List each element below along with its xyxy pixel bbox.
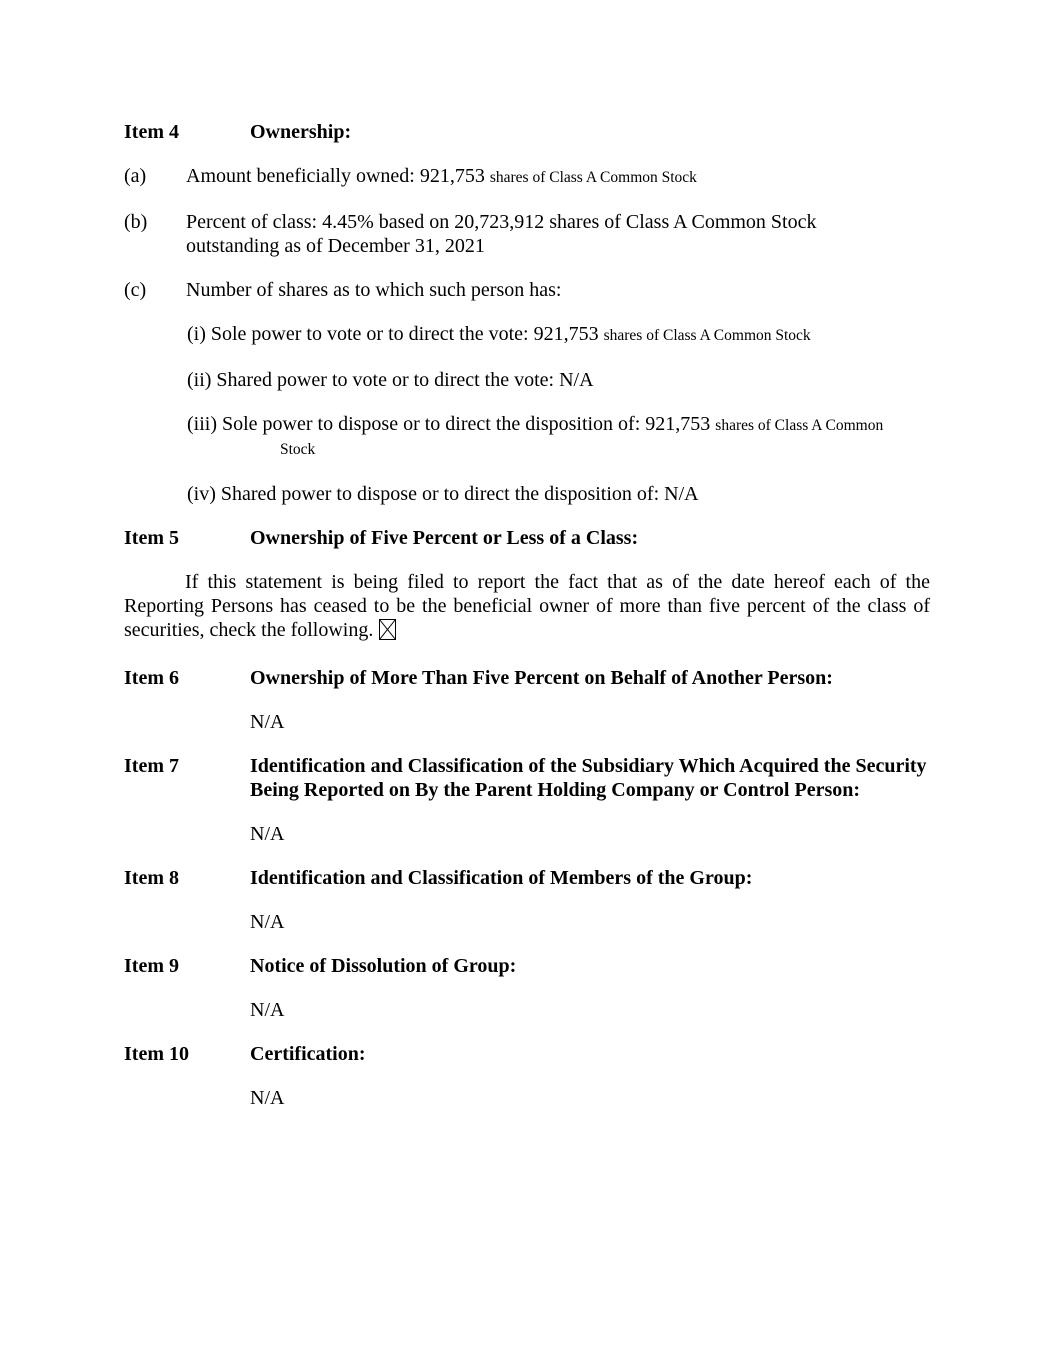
item4c-sub-iii-line1 bbox=[187, 412, 930, 438]
item9-heading-row bbox=[124, 954, 930, 978]
item8-label: Item 8 bbox=[124, 867, 179, 889]
item4c-sub-iii-text: (iii) Sole power to dispose or to direct the disposition of: 921,753 bbox=[187, 413, 711, 435]
item5-heading-row bbox=[124, 526, 930, 550]
item4b-text bbox=[186, 210, 930, 258]
item4a-text bbox=[186, 164, 930, 190]
item4c-sub-i bbox=[187, 322, 930, 348]
item5-paragraph-line3-text: securities, check the following. bbox=[124, 619, 374, 641]
item4a-label: (a) bbox=[124, 165, 147, 187]
item10-label: Item 10 bbox=[124, 1043, 189, 1065]
checked-checkbox-icon bbox=[379, 619, 396, 646]
item5-paragraph bbox=[124, 570, 930, 646]
item5-label: Item 5 bbox=[124, 527, 179, 549]
item10-heading-row bbox=[124, 1042, 930, 1066]
item7-value: N/A bbox=[250, 823, 285, 845]
item4c-sub-ii bbox=[187, 368, 930, 392]
item4a-text-small: shares of Class A Common Stock bbox=[489, 169, 697, 186]
item6-heading-row bbox=[124, 666, 930, 690]
item7-heading-row bbox=[124, 754, 930, 802]
item8-heading: Identification and Classification of Members of the Group: bbox=[250, 867, 753, 889]
item6-value: N/A bbox=[250, 711, 285, 733]
item4c-sub-ii-text: (ii) Shared power to vote or to direct the vote: N/A bbox=[187, 369, 594, 391]
item4-heading-row bbox=[124, 120, 930, 144]
item9-heading: Notice of Dissolution of Group: bbox=[250, 955, 517, 977]
item4b-text-line2: outstanding as of December 31, 2021 bbox=[186, 235, 485, 257]
item4b-label: (b) bbox=[124, 211, 148, 233]
item4c-sub-iv bbox=[187, 482, 930, 506]
item6-label: Item 6 bbox=[124, 667, 179, 689]
item4c-text: Number of shares as to which such person has: bbox=[186, 279, 562, 301]
item4-heading: Ownership: bbox=[250, 121, 352, 143]
item4c-row bbox=[124, 278, 930, 302]
item9-value: N/A bbox=[250, 999, 285, 1021]
item5-paragraph-line3 bbox=[124, 618, 930, 646]
item4c-sub-iii bbox=[187, 412, 930, 462]
item4c-sub-iv-text: (iv) Shared power to dispose or to direct the disposition of: N/A bbox=[187, 483, 699, 505]
item10-heading: Certification: bbox=[250, 1043, 366, 1065]
item4-label: Item 4 bbox=[124, 121, 179, 143]
item7-label: Item 7 bbox=[124, 755, 179, 777]
item10-value: N/A bbox=[250, 1087, 285, 1109]
item8-value: N/A bbox=[250, 911, 285, 933]
item5-paragraph-line1: If this statement is being filed to report the fact that as of the date hereof each of the bbox=[185, 571, 930, 593]
item4a-text-main: Amount beneficially owned: 921,753 bbox=[186, 165, 485, 187]
item4c-sub-i-line bbox=[187, 322, 930, 348]
item4b-row bbox=[124, 210, 930, 258]
item8-heading-row bbox=[124, 866, 930, 890]
item7-heading: Identification and Classification of the Subsidiary Which Acquired the Security Being Reported on By the Parent Holding Company or Control Person: bbox=[250, 755, 927, 801]
item4c-sub-iii-text-small: shares of Class A Common bbox=[715, 417, 884, 434]
item5-paragraph-line2: Reporting Persons has ceased to be the beneficial owner of more than five percent of the class of bbox=[124, 595, 930, 617]
item6-heading: Ownership of More Than Five Percent on Behalf of Another Person: bbox=[250, 667, 833, 689]
item4a-row bbox=[124, 164, 930, 190]
item5-heading: Ownership of Five Percent or Less of a Class: bbox=[250, 527, 639, 549]
item4c-sub-i-text-small: shares of Class A Common Stock bbox=[603, 327, 811, 344]
item9-label: Item 9 bbox=[124, 955, 179, 977]
item4c-sub-iii-continuation: Stock bbox=[280, 441, 316, 458]
item4c-label: (c) bbox=[124, 279, 147, 301]
item4b-text-line1: Percent of class: 4.45% based on 20,723,912 shares of Class A Common Stock bbox=[186, 211, 817, 233]
item4c-sub-i-text: (i) Sole power to vote or to direct the vote: 921,753 bbox=[187, 323, 599, 345]
